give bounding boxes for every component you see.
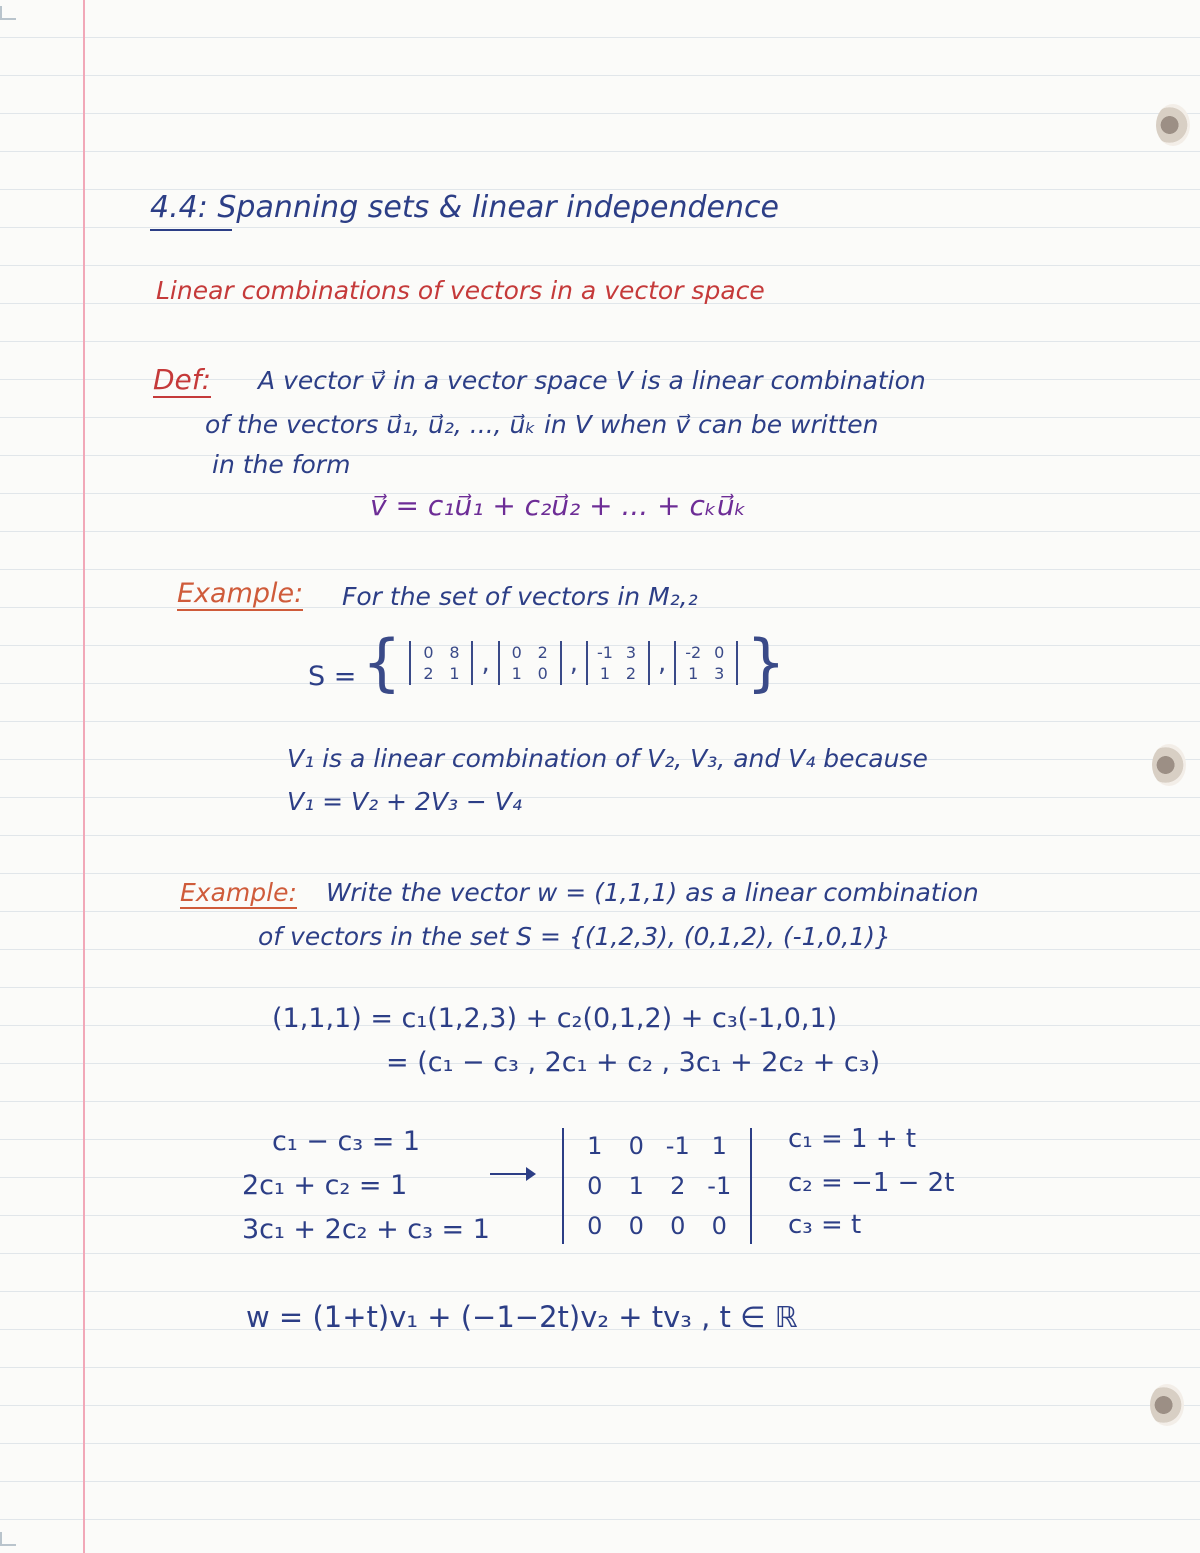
page-corner-mark [0, 6, 16, 20]
matrix-2 [498, 641, 562, 685]
example-1-explanation: V₁ is a linear combination of V₂, V₃, and V₄ because [287, 744, 928, 773]
matrix-entry: 1 [599, 664, 611, 683]
matrix-entry: 2 [670, 1172, 686, 1200]
solution-c2: c₂ = −1 − 2t [788, 1168, 955, 1198]
definition-line-2: of the vectors u⃗₁, u⃗₂, ..., u⃗ₖ in V when v⃗ can be written [205, 410, 879, 439]
matrix-1 [409, 641, 473, 685]
matrix-entry: 2 [625, 664, 637, 683]
definition-formula: v⃗ = c₁u⃗₁ + c₂u⃗₂ + ... + cₖu⃗ₖ [370, 489, 747, 522]
matrix-row [574, 1172, 740, 1200]
section-title: 4.4: Spanning sets & linear independence [150, 190, 779, 225]
matrix-set: { 0 8 2 1 , 0 2 1 0 , -1 3 1 2 , -2 0 1 3 } [362, 626, 786, 699]
matrix-entry: 8 [449, 643, 460, 662]
matrix-entry: 0 [537, 664, 548, 683]
definition-label: Def: [153, 363, 212, 396]
arrow-icon [490, 1173, 534, 1175]
binder-ring [1150, 1384, 1184, 1426]
equation-line-1: (1,1,1) = c₁(1,2,3) + c₂(0,1,2) + c₃(-1,0,1) [272, 1003, 838, 1034]
matrix-entry: 2 [423, 664, 434, 683]
definition-line-3: in the form [212, 450, 351, 479]
matrix-3 [586, 641, 650, 685]
example-2-line-2: of vectors in the set S = {(1,2,3), (0,1,2), (-1,0,1)} [258, 922, 891, 951]
set-label: S = [308, 661, 357, 692]
matrix-entry: 2 [537, 643, 548, 662]
example-2-line-1: Write the vector w = (1,1,1) as a linear combination [326, 878, 979, 907]
matrix-entry: 1 [587, 1132, 603, 1160]
matrix-entry: 0 [423, 643, 434, 662]
solution-c1: c₁ = 1 + t [788, 1124, 917, 1154]
matrix-entry: 1 [628, 1172, 644, 1200]
system-equation-1: c₁ − c₃ = 1 [272, 1126, 421, 1157]
subtitle: Linear combinations of vectors in a vector space [156, 276, 765, 305]
binder-ring [1156, 104, 1190, 146]
matrix-entry: 0 [587, 1172, 603, 1200]
matrix-entry: 0 [711, 1212, 727, 1240]
margin-line [83, 0, 85, 1553]
matrix-row [574, 1212, 740, 1240]
example-1-relation: V₁ = V₂ + 2V₃ − V₄ [287, 787, 522, 816]
matrix-entry: 1 [449, 664, 460, 683]
left-brace: { [362, 626, 402, 699]
matrix-entry: 0 [714, 643, 725, 662]
matrix-entry: 0 [670, 1212, 686, 1240]
matrix-entry: -2 [685, 643, 702, 662]
right-brace: } [746, 626, 786, 699]
matrix-entry: 3 [625, 643, 637, 662]
example-1-label: Example: [177, 578, 304, 609]
matrix-entry: 0 [628, 1212, 644, 1240]
matrix-entry: -1 [597, 643, 613, 662]
equation-line-2: = (c₁ − c₃ , 2c₁ + c₂ , 3c₁ + 2c₂ + c₃) [386, 1047, 881, 1078]
matrix-entry: 0 [511, 643, 522, 662]
matrix-entry: 1 [688, 664, 699, 683]
binder-ring [1152, 744, 1186, 786]
example-2-label: Example: [180, 878, 297, 907]
matrix-row [574, 1132, 740, 1160]
matrix-entry: 1 [711, 1132, 727, 1160]
system-equation-2: 2c₁ + c₂ = 1 [242, 1170, 408, 1201]
page-corner-mark [0, 1532, 16, 1546]
matrix-entry: -1 [665, 1132, 690, 1160]
matrix-4 [674, 641, 738, 685]
system-equation-3: 3c₁ + 2c₂ + c₃ = 1 [242, 1214, 490, 1245]
matrix-entry: 1 [511, 664, 522, 683]
matrix-entry: 0 [587, 1212, 603, 1240]
matrix-entry: 3 [714, 664, 725, 683]
final-answer: w = (1+t)v₁ + (−1−2t)v₂ + tv₃ , t ∈ ℝ [246, 1300, 798, 1334]
matrix-entry: 0 [628, 1132, 644, 1160]
solution-c3: c₃ = t [788, 1210, 862, 1240]
augmented-matrix [562, 1128, 752, 1244]
section-number-underline [150, 229, 232, 231]
example-1-intro: For the set of vectors in M₂,₂ [342, 582, 698, 611]
definition-line-1: A vector v⃗ in a vector space V is a linear combination [258, 366, 926, 395]
matrix-entry: -1 [707, 1172, 732, 1200]
